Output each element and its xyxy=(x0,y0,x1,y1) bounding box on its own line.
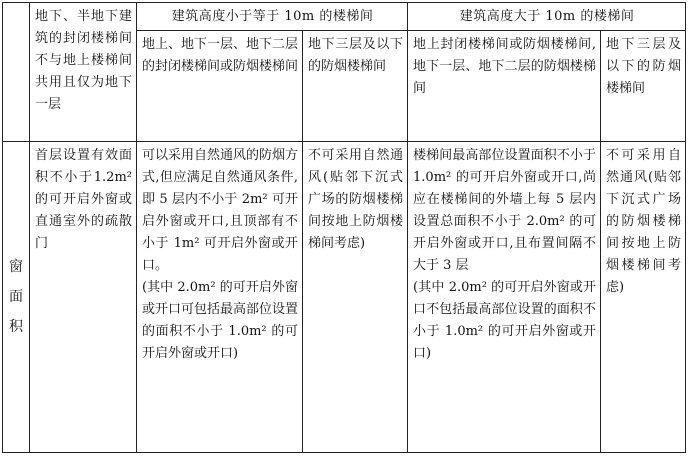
header-height-gt-10m: 建筑高度大于 10m 的楼梯间 xyxy=(408,3,686,31)
row-label-char: 积 xyxy=(9,319,23,335)
cell-gt10-main-text: 楼梯间最高部位设置面积不小于 1.0m² 的可开启外窗或开口,尚应在楼梯间的外墙上每 5 层内设置总面积不小于 2.0m² 的可开启外窗或开口,且布置间隔不大于 3 层 xyxy=(413,148,597,273)
row-label-char: 窗 xyxy=(9,259,23,275)
subheader-gt10-b3-below: 地下三层及以下的防烟楼梯间 xyxy=(601,31,686,142)
smoke-control-window-area-table xyxy=(2,2,686,453)
cell-gt10-natural-ventilation xyxy=(408,142,601,453)
cell-le10-b3-no-natural: 不可采用自然通风(贴邻下沉式广场的防烟楼梯间按地上防烟楼梯间考虑) xyxy=(303,142,408,453)
cell-gt10-note: (其中 2.0m² 的可开启外窗或开口不包括最高部位设置的面积不小于 1.0m² 的可开启外窗或开口) xyxy=(413,280,597,361)
cell-le10-note: (其中 2.0m² 的可开启外窗或开口可包括最高部位设置的面积不小于 1.0m² 的可开启外窗或开口) xyxy=(142,280,299,361)
subheader-gt10-above-b2: 地上封闭楼梯间或防烟楼梯间,地下一层、地下二层的防烟楼梯间 xyxy=(408,31,601,142)
header-height-le-10m: 建筑高度小于等于 10m 的楼梯间 xyxy=(137,3,408,31)
cell-le10-natural-ventilation xyxy=(137,142,303,453)
row-label-char: 面 xyxy=(9,289,23,305)
cell-gt10-b3-no-natural: 不可采用自然通风(贴邻下沉式广场的防烟楼梯间按地上防烟楼梯间考虑) xyxy=(601,142,686,453)
cell-le10-main-text: 可以采用自然通风的防烟方式,但应满足自然通风条件,即 5 层内不小于 2m² 可开启外窗或开口,且顶部有不小于 1m² 可开启外窗或开口。 xyxy=(142,148,299,273)
header-underground-stair: 地下、半地下建筑的封闭楼梯间不与地上楼梯间共用且仅为地下一层 xyxy=(30,3,137,142)
row-label-window-area xyxy=(3,142,30,453)
subheader-le10-b3-below: 地下三层及以下的防烟楼梯间 xyxy=(303,31,408,142)
corner-cell xyxy=(3,3,30,142)
cell-underground-first-floor: 首层设置有效面积不小于1.2m² 的可开启外窗或直通室外的疏散门 xyxy=(30,142,137,453)
subheader-le10-above-b2: 地上、地下一层、地下二层的封闭楼梯间或防烟楼梯间 xyxy=(137,31,303,142)
